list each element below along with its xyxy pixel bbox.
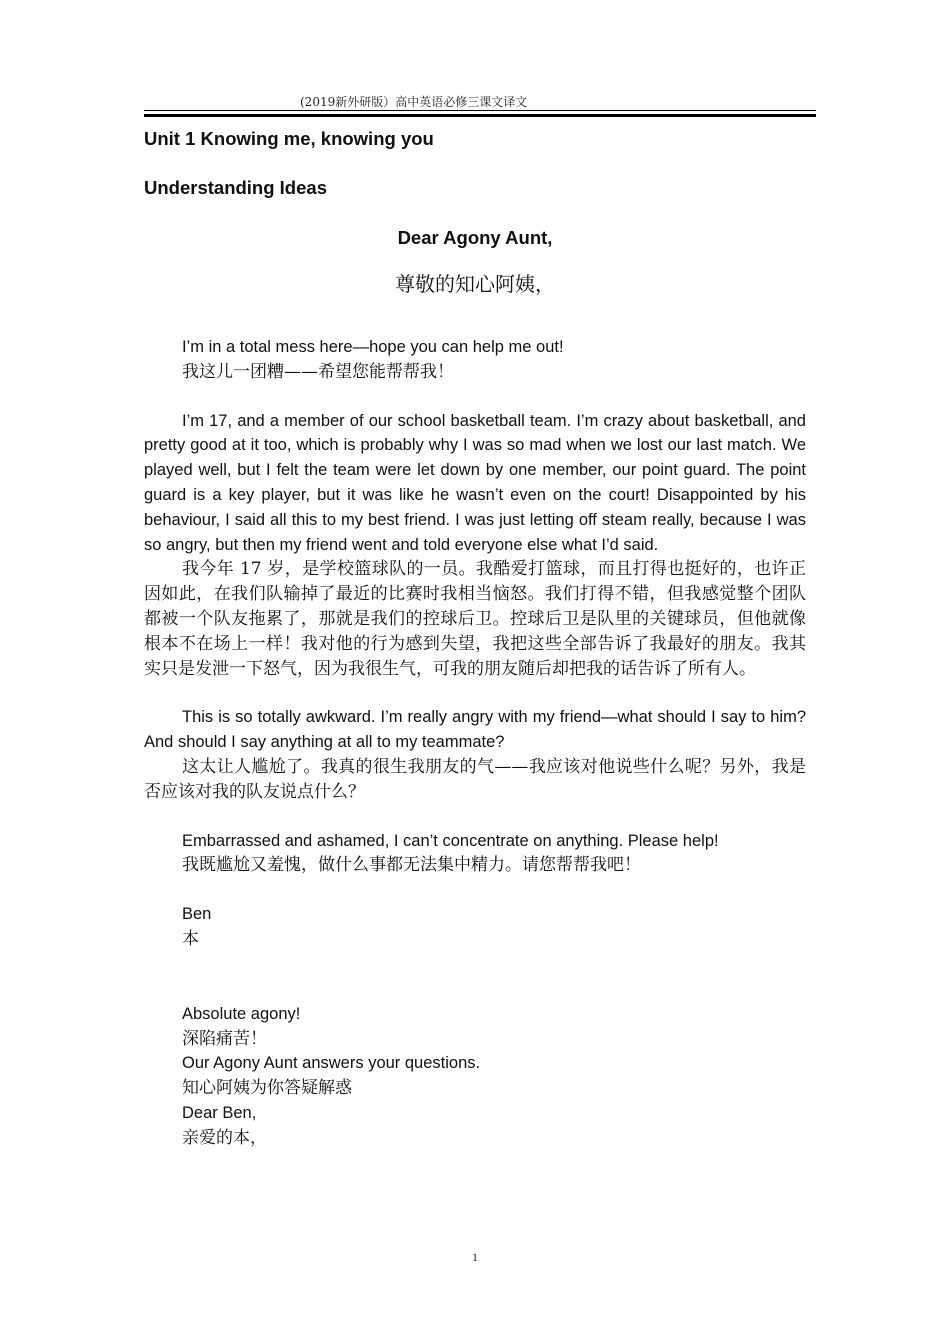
section-title: Understanding Ideas [144,177,327,198]
reply-greeting-zh: 亲爱的本， [182,1127,267,1148]
letter-p1-zh: 我这儿一团糟——希望您能帮帮我！ [182,361,454,382]
reply-subtitle-zh: 知心阿姨为你答疑解惑 [182,1078,352,1099]
letter-p2-zh: 我今年 17 岁，是学校篮球队的一员。我酷爱打篮球，而且打得也挺好的，也许正因如此，在我们队输掉了最近的比赛时我相当恼怒。我们打得不错，但我感觉整个团队都被一个队友拖累了，那就是我们的控球后卫。控球后卫是队里的关键球员，但他就像根本不在场上一样！我对他的行为感到失望，我把这些全部告诉了我最好的朋友。我其实只是发泄一下怒气，因为我很生气，可我的朋友随后却把我的话告诉了所有人。 [144,559,806,679]
letter-signature-en: Ben [182,905,212,924]
letter-salutation-en: Dear Agony Aunt, [397,227,553,248]
reply-title-en: Absolute agony! [182,1004,301,1023]
letter-p4-zh: 我既尴尬又羞愧，做什么事都无法集中精力。请您帮帮我吧！ [182,855,641,876]
header-rule-thin [144,110,816,111]
letter-salutation-zh: 尊敬的知心阿姨， [395,272,555,296]
reply-title-zh: 深陷痛苦！ [182,1028,267,1049]
letter-p2-en: I’m 17, and a member of our school basketball team. I’m crazy about basketball, and pretty good at it too, which is probably why I was so mad when we lost our last match. We played well, but I felt the team were let down by one member, our point guard. The point guard is a key player, but it was like he wasn’t even on the court! Disappointed by his behaviour, I said all this to my best friend. I was just letting off steam really, because I was so angry, but then my friend went and told everyone else what I’d said. [144,411,806,554]
letter-p4-en: Embarrassed and ashamed, I can’t concentrate on anything. Please help! [182,831,719,850]
reply-greeting-en: Dear Ben, [182,1103,257,1122]
letter-signature-zh: 本 [182,928,199,949]
header-rule-thick [144,114,816,117]
page-number: 1 [472,1250,478,1264]
unit-title: Unit 1 Knowing me, knowing you [144,128,434,149]
running-header: (2019新外研版）高中英语必修三课文译文 [300,95,528,109]
reply-subtitle-en: Our Agony Aunt answers your questions. [182,1054,481,1073]
letter-p1-en: I’m in a total mess here—hope you can help me out! [182,338,564,356]
letter-p3-zh: 这太让人尴尬了。我真的很生我朋友的气——我应该对他说些什么呢？另外，我是否应该对我的队友说点什么？ [144,756,806,802]
letter-p3-en: This is so totally awkward. I’m really angry with my friend—what should I say to him? And should I say anything at all to my teammate? [144,708,806,752]
document-body [144,124,806,1151]
